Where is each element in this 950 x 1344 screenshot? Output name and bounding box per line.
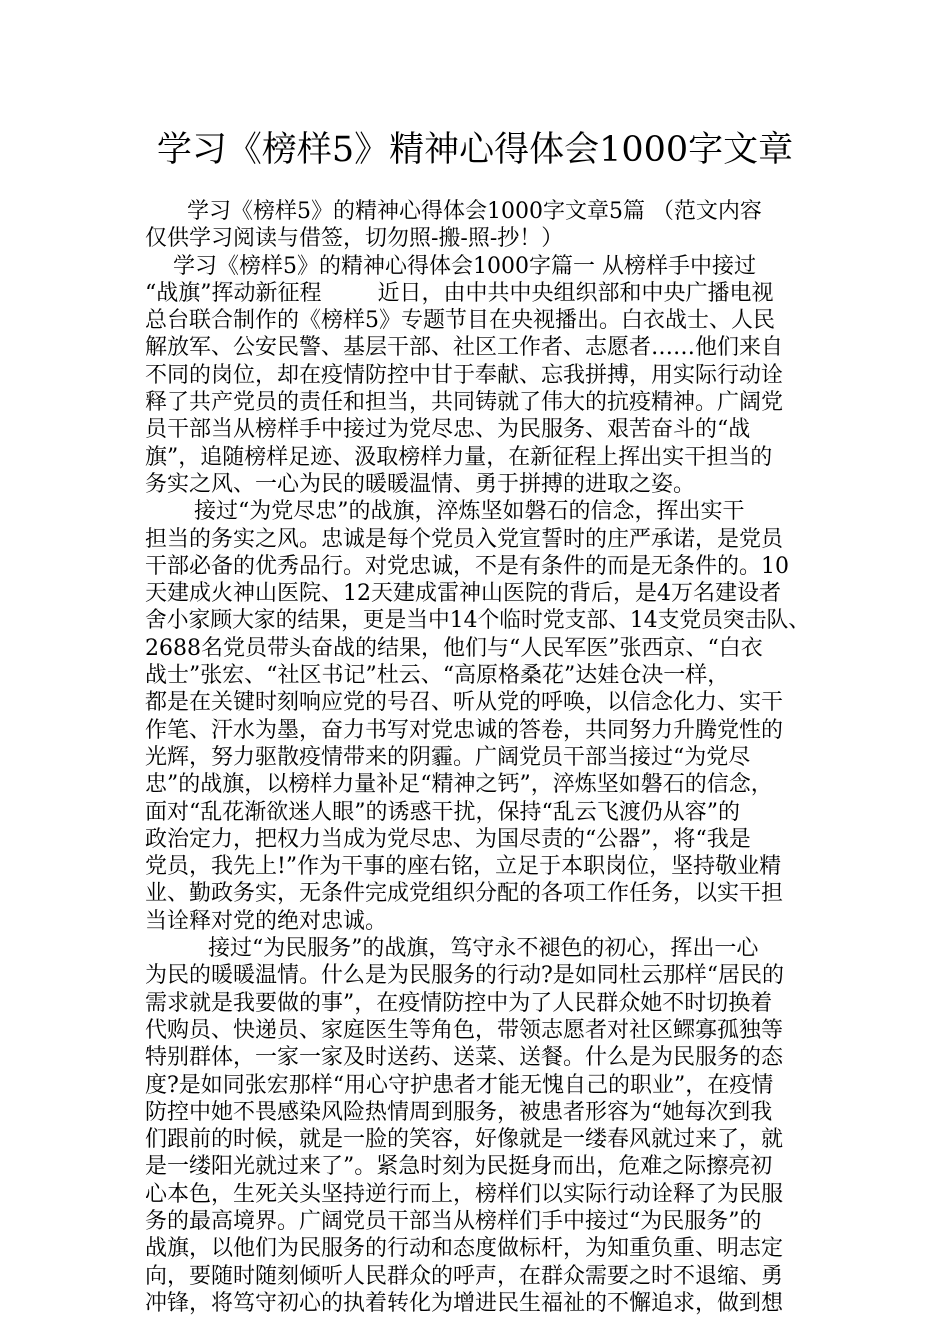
text-line: 接过“为民服务”的战旗，笃守永不褪色的初心，挥出一心 (145, 936, 759, 962)
text-line: 旗”，追随榜样足迹、汲取榜样力量，在新征程上挥出实干担当的 (145, 444, 773, 470)
text-line: 特别群体，一家一家及时送药、送菜、送餐。什么是为民服务的态 (145, 1045, 784, 1071)
text-line: 员干部当从榜样手中接过为党尽忠、为民服务、艰苦奋斗的“战 (145, 417, 751, 443)
text-line: 政治定力，把权力当成为党尽忠、为国尽责的“公器”，将“我是 (145, 826, 751, 852)
text-line: 都是在关键时刻响应党的号召、听从党的呼唤，以信念化力、实干 (145, 690, 784, 716)
text-line: 需求就是我要做的事”，在疫情防控中为了人民群众她不时切换着 (145, 990, 773, 1016)
text-line: 解放军、公安民警、基层干部、社区工作者、志愿者……他们来自 (145, 335, 784, 361)
text-line: 干部必备的优秀品行。对党忠诚，不是有条件的而是无条件的。10 (145, 553, 789, 579)
text-line: 为民的暖暖温情。什么是为民服务的行动?是如同杜云那样“居民的 (145, 963, 785, 989)
text-line: 冲锋，将笃守初心的执着转化为增进民生福祉的不懈追求，做到想 (145, 1290, 784, 1316)
text-line: 是一缕阳光就过来了”。紧急时刻为民挺身而出，危难之际擦亮初 (145, 1154, 773, 1180)
text-line: 度?是如同张宏那样“用心守护患者才能无愧自己的职业”，在疫情 (145, 1072, 774, 1098)
text-line: 面对“乱花渐欲迷人眼”的诱惑干扰，保持“乱云飞渡仍从容”的 (145, 799, 740, 825)
text-line: 忠”的战旗，以榜样力量补足“精神之钙”，淬炼坚如磐石的信念， (145, 772, 773, 798)
text-line: 释了共产党员的责任和担当，共同铸就了伟大的抗疫精神。广阔党 (145, 390, 784, 416)
text-line: 务实之风、一心为民的暖暖温情、勇于拼搏的进取之姿。 (145, 471, 696, 497)
text-line: 战旗，以他们为民服务的行动和态度做标杆，为知重负重、明志定 (145, 1236, 784, 1262)
text-line: 心本色，生死关头坚持逆行而上，榜样们以实际行动诠释了为民服 (145, 1181, 784, 1207)
text-line: “战旗”挥动新征程 近日，由中共中央组织部和中央广播电视 (145, 280, 774, 306)
text-line: 舍小家顾大家的结果，更是当中14个临时党支部、14支党员突击队、 (145, 608, 811, 634)
text-line: 战士”张宏、“社区书记”杜云、“高原格桑花”达娃仓决一样， (145, 663, 730, 689)
text-line: 不同的岗位，却在疫情防控中甘于奉献、忘我拼搏，用实际行动诠 (145, 362, 784, 388)
text-line: 天建成火神山医院、12天建成雷神山医院的背后，是4万名建设者 (145, 581, 781, 607)
document-body (145, 198, 810, 1317)
text-line: 向，要随时随刻倾听人民群众的呼声，在群众需要之时不退缩、勇 (145, 1263, 784, 1289)
text-line: 党员，我先上!”作为干事的座右铭，立足于本职岗位，坚持敬业精 (145, 854, 782, 880)
text-line: 接过“为党尽忠”的战旗，淬炼坚如磐石的信念，挥出实干 (145, 499, 745, 525)
text-line: 务的最高境界。广阔党员干部当从榜样们手中接过“为民服务”的 (145, 1208, 762, 1234)
text-line: 防控中她不畏感染风险热情周到服务，被患者形容为“她每次到我 (145, 1099, 773, 1125)
text-line: 作笔、汗水为墨，奋力书写对党忠诚的答卷，共同努力升腾党性的 (145, 717, 784, 743)
text-line: 仅供学习阅读与借签，切勿照-搬-照-抄！） (145, 226, 564, 252)
text-line: 学习《榜样5》的精神心得体会1000字篇一 从榜样手中接过 (145, 253, 756, 279)
text-line: 当诠释对党的绝对忠诚。 (145, 908, 388, 934)
text-line: 担当的务实之风。忠诚是每个党员入党宣誓时的庄严承诺，是党员 (145, 526, 784, 552)
text-line: 总台联合制作的《榜样5》专题节目在央视播出。白衣战士、人民 (145, 308, 775, 334)
text-line: 光辉，努力驱散疫情带来的阴霾。广阔党员干部当接过“为党尽 (145, 744, 751, 770)
text-line: 业、勤政务实，无条件完成党组织分配的各项工作任务，以实干担 (145, 881, 784, 907)
text-line: 2688名党员带头奋战的结果，他们与“人民军医”张西京、“白衣 (145, 635, 763, 661)
text-line: 们跟前的时候，就是一脸的笑容，好像就是一缕春风就过来了，就 (145, 1127, 784, 1153)
text-line: 代购员、快递员、家庭医生等角色，带领志愿者对社区鳏寡孤独等 (145, 1017, 784, 1043)
document-title: 学习《榜样5》精神心得体会1000字文章 (156, 130, 794, 170)
text-line: 学习《榜样5》的精神心得体会1000字文章5篇 （范文内容 (145, 199, 762, 224)
